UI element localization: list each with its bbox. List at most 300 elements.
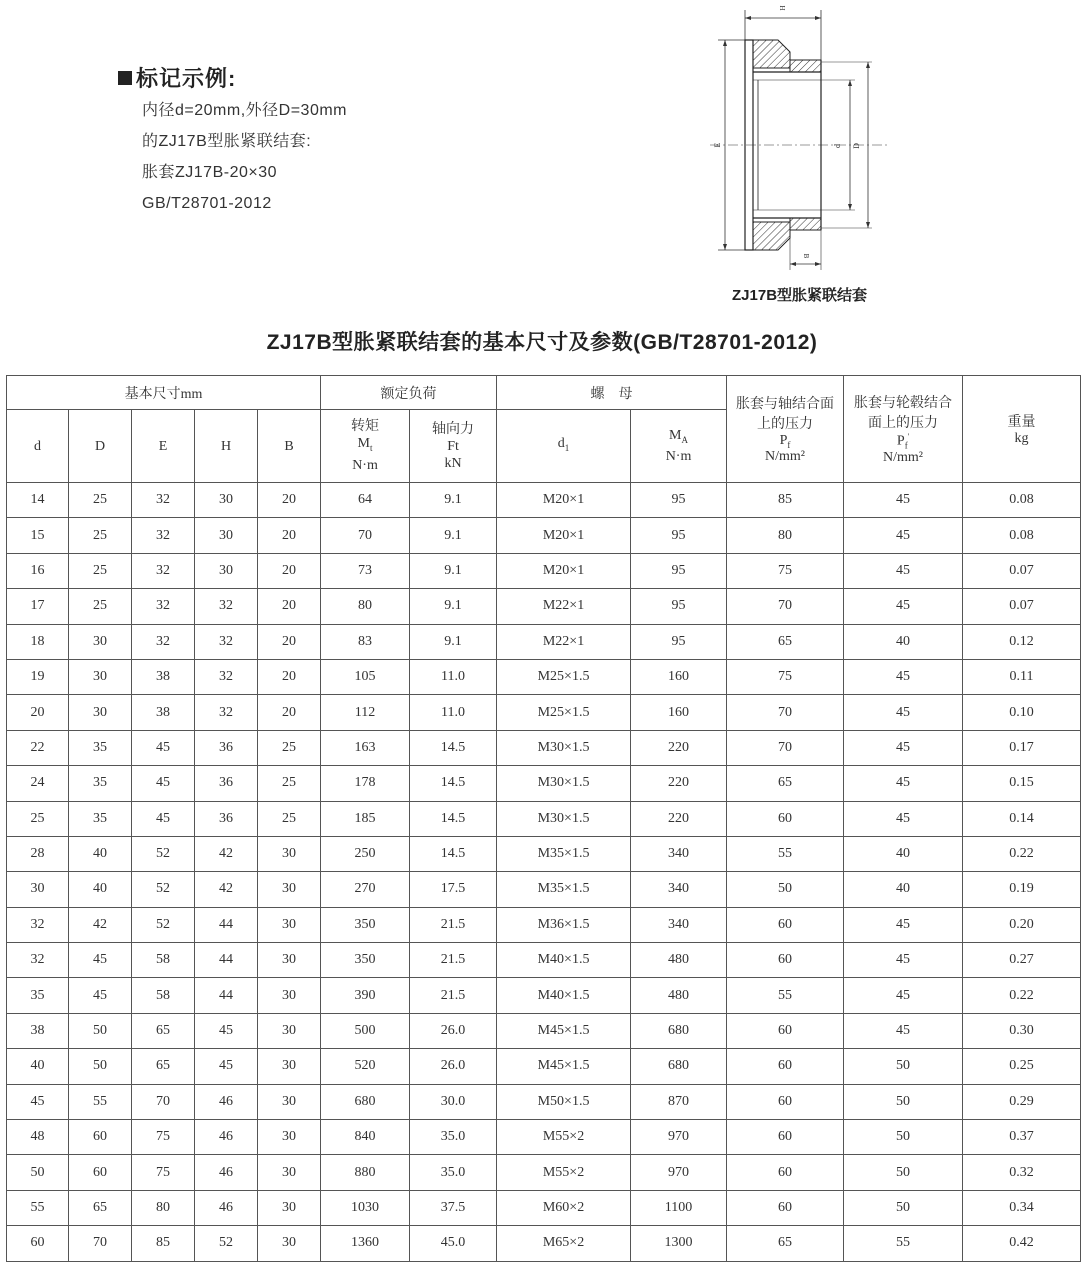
table-row [7, 624, 1081, 659]
table-cell: 250 [321, 836, 410, 871]
table-cell: M22×1 [497, 589, 631, 624]
table-cell: M45×1.5 [497, 1013, 631, 1048]
table-cell: 60 [727, 1049, 844, 1084]
table-cell: 65 [132, 1049, 195, 1084]
table-cell: 50 [69, 1013, 132, 1048]
header-d: d [7, 410, 69, 483]
table-cell: 55 [727, 836, 844, 871]
table-cell: 28 [7, 836, 69, 871]
table-cell: 18 [7, 624, 69, 659]
table-cell: 0.32 [963, 1155, 1081, 1190]
square-bullet-icon [118, 71, 132, 85]
table-cell: 0.34 [963, 1190, 1081, 1225]
table-cell: 45 [844, 907, 963, 942]
table-cell: 30 [258, 1155, 321, 1190]
table-cell: 9.1 [410, 553, 497, 588]
table-cell: 350 [321, 943, 410, 978]
table-cell: 60 [727, 1190, 844, 1225]
table-cell: 52 [195, 1226, 258, 1261]
table-cell: M30×1.5 [497, 766, 631, 801]
table-cell: 26.0 [410, 1013, 497, 1048]
header-rated-load: 额定负荷 [321, 376, 497, 410]
table-cell: 85 [132, 1226, 195, 1261]
table-cell: 24 [7, 766, 69, 801]
table-cell: 60 [69, 1120, 132, 1155]
table-cell: 75 [727, 659, 844, 694]
table-cell: M30×1.5 [497, 801, 631, 836]
table-cell: 60 [727, 907, 844, 942]
table-cell: 50 [844, 1120, 963, 1155]
table-cell: 80 [727, 518, 844, 553]
table-cell: 14.5 [410, 836, 497, 871]
marking-example-line: 胀套ZJ17B-20×30 [142, 164, 278, 181]
header-torque: 转矩 $M_t$ N·m [321, 410, 410, 483]
header-weight-name: 重量 [1007, 415, 1036, 430]
table-row [7, 766, 1081, 801]
header-shaft-pressure-unit: N/mm² [765, 449, 806, 465]
table-cell: 21.5 [410, 907, 497, 942]
table-cell: 45 [69, 978, 132, 1013]
marking-example-title-text: 标记示例: [136, 66, 237, 91]
table-cell: 340 [631, 907, 727, 942]
table-cell: 0.25 [963, 1049, 1081, 1084]
table-cell: M65×2 [497, 1226, 631, 1261]
table-cell: M22×1 [497, 624, 631, 659]
table-cell: 14.5 [410, 730, 497, 765]
table-cell: M40×1.5 [497, 978, 631, 1013]
table-cell: 340 [631, 872, 727, 907]
table-cell: 42 [69, 907, 132, 942]
table-cell: 0.11 [963, 659, 1081, 694]
table-cell: 42 [195, 836, 258, 871]
table-cell: 95 [631, 483, 727, 518]
header-E: E [132, 410, 195, 483]
table-cell: M36×1.5 [497, 907, 631, 942]
table-cell: 105 [321, 659, 410, 694]
header-hub-pressure-name: 胀套与轮毂结合面上的压力 [854, 395, 953, 431]
table-row [7, 1013, 1081, 1048]
table-cell: 45 [844, 730, 963, 765]
header-hub-pressure-symbol: $P_f'$ [896, 431, 910, 451]
table-cell: 50 [844, 1049, 963, 1084]
table-cell: 17 [7, 589, 69, 624]
table-cell: 45 [844, 659, 963, 694]
table-cell: 9.1 [410, 624, 497, 659]
table-cell: 25 [69, 483, 132, 518]
table-cell: 30.0 [410, 1084, 497, 1119]
table-row [7, 943, 1081, 978]
table-cell: 95 [631, 553, 727, 588]
header-shaft-pressure-symbol: $P_f$ [779, 432, 791, 450]
table-cell: 35 [7, 978, 69, 1013]
table-cell: 65 [727, 624, 844, 659]
table-cell: M60×2 [497, 1190, 631, 1225]
table-cell: 0.19 [963, 872, 1081, 907]
table-cell: 0.37 [963, 1120, 1081, 1155]
dimension-label-E: E [713, 142, 722, 148]
table-cell: 36 [195, 766, 258, 801]
table-cell: 220 [631, 801, 727, 836]
table-cell: 163 [321, 730, 410, 765]
table-cell: 60 [69, 1155, 132, 1190]
table-cell: 880 [321, 1155, 410, 1190]
table-cell: 32 [132, 553, 195, 588]
table-cell: 1360 [321, 1226, 410, 1261]
table-cell: 45 [132, 766, 195, 801]
table-cell: 32 [7, 943, 69, 978]
table-cell: 60 [7, 1226, 69, 1261]
table-cell: 45 [132, 730, 195, 765]
table-cell: 16 [7, 553, 69, 588]
table-cell: 64 [321, 483, 410, 518]
table-cell: 45 [844, 1013, 963, 1048]
header-hub-pressure-unit: N/mm² [883, 450, 924, 466]
table-cell: M45×1.5 [497, 1049, 631, 1084]
table-cell: 45 [844, 518, 963, 553]
table-cell: 44 [195, 943, 258, 978]
table-cell: 30 [258, 1120, 321, 1155]
table-cell: 25 [258, 730, 321, 765]
marking-example-lines [118, 95, 347, 219]
table-cell: 480 [631, 943, 727, 978]
table-cell: 45 [844, 801, 963, 836]
table-cell: 970 [631, 1120, 727, 1155]
table-cell: 870 [631, 1084, 727, 1119]
table-cell: 25 [69, 518, 132, 553]
table-cell: 220 [631, 766, 727, 801]
table-cell: M30×1.5 [497, 730, 631, 765]
table-cell: 32 [195, 624, 258, 659]
table-cell: 45 [844, 978, 963, 1013]
table-cell: 32 [195, 589, 258, 624]
table-cell: 0.17 [963, 730, 1081, 765]
table-cell: 112 [321, 695, 410, 730]
table-row [7, 1190, 1081, 1225]
table-cell: 1030 [321, 1190, 410, 1225]
table-cell: 60 [727, 1084, 844, 1119]
table-cell: 45 [69, 943, 132, 978]
table-cell: 60 [727, 801, 844, 836]
table-cell: 40 [844, 872, 963, 907]
table-cell: 75 [727, 553, 844, 588]
table-cell: 0.07 [963, 589, 1081, 624]
table-cell: M20×1 [497, 553, 631, 588]
table-cell: 50 [69, 1049, 132, 1084]
table-cell: 45 [195, 1049, 258, 1084]
table-title: ZJ17B型胀紧联结套的基本尺寸及参数(GB/T28701-2012) [266, 331, 818, 354]
figure-caption: ZJ17B型胀紧联结套 [732, 287, 868, 304]
table-cell: 0.08 [963, 483, 1081, 518]
table-cell: 20 [258, 553, 321, 588]
table-cell: 9.1 [410, 589, 497, 624]
table-cell: 340 [631, 836, 727, 871]
table-row [7, 589, 1081, 624]
table-cell: 38 [7, 1013, 69, 1048]
table-cell: 75 [132, 1155, 195, 1190]
table-cell: 55 [844, 1226, 963, 1261]
table-cell: 48 [7, 1120, 69, 1155]
table-cell: 73 [321, 553, 410, 588]
table-cell: 60 [727, 1155, 844, 1190]
table-cell: 30 [258, 1049, 321, 1084]
table-cell: 25 [69, 589, 132, 624]
table-cell: 30 [69, 695, 132, 730]
table-row [7, 483, 1081, 518]
table-cell: 52 [132, 836, 195, 871]
table-cell: 520 [321, 1049, 410, 1084]
table-cell: 160 [631, 695, 727, 730]
header-weight [963, 376, 1081, 483]
table-cell: 30 [258, 907, 321, 942]
table-cell: 0.12 [963, 624, 1081, 659]
table-cell: 185 [321, 801, 410, 836]
sleeve-cross-section-drawing [700, 0, 900, 280]
table-cell: 65 [727, 766, 844, 801]
table-cell: 46 [195, 1084, 258, 1119]
table-cell: 0.30 [963, 1013, 1081, 1048]
table-cell: M35×1.5 [497, 872, 631, 907]
table-body [7, 483, 1081, 1262]
table-cell: 35 [69, 766, 132, 801]
header-hub-pressure [844, 376, 963, 483]
table-row [7, 1049, 1081, 1084]
table-cell: 40 [69, 872, 132, 907]
spec-table [6, 375, 1081, 1262]
table-cell: 20 [258, 695, 321, 730]
table-cell: 44 [195, 907, 258, 942]
table-cell: 26.0 [410, 1049, 497, 1084]
table-cell: 32 [132, 518, 195, 553]
table-cell: 21.5 [410, 978, 497, 1013]
table-cell: 840 [321, 1120, 410, 1155]
table-cell: 15 [7, 518, 69, 553]
table-cell: 45.0 [410, 1226, 497, 1261]
table-cell: 20 [258, 589, 321, 624]
table-cell: 52 [132, 872, 195, 907]
table-cell: 44 [195, 978, 258, 1013]
table-cell: 83 [321, 624, 410, 659]
marking-example-title [118, 62, 347, 93]
table-cell: 36 [195, 730, 258, 765]
table-cell: 0.27 [963, 943, 1081, 978]
table-cell: 1100 [631, 1190, 727, 1225]
table-cell: 14.5 [410, 801, 497, 836]
table-cell: 270 [321, 872, 410, 907]
table-cell: 65 [69, 1190, 132, 1225]
table-cell: 160 [631, 659, 727, 694]
table-cell: 0.42 [963, 1226, 1081, 1261]
table-row [7, 836, 1081, 871]
table-cell: M25×1.5 [497, 659, 631, 694]
header-weight-unit: kg [1014, 431, 1029, 446]
table-row [7, 1226, 1081, 1261]
table-cell: 55 [69, 1084, 132, 1119]
table-cell: 500 [321, 1013, 410, 1048]
table-cell: M55×2 [497, 1120, 631, 1155]
table-cell: 0.22 [963, 978, 1081, 1013]
table-cell: M40×1.5 [497, 943, 631, 978]
dimension-label-d: d [833, 144, 842, 148]
table-cell: 45 [844, 695, 963, 730]
table-cell: 9.1 [410, 518, 497, 553]
table-cell: 46 [195, 1190, 258, 1225]
table-cell: 52 [132, 907, 195, 942]
table-cell: 35 [69, 801, 132, 836]
table-cell: 70 [69, 1226, 132, 1261]
header-H: H [195, 410, 258, 483]
table-cell: 30 [258, 1190, 321, 1225]
table-cell: 11.0 [410, 659, 497, 694]
table-cell: 50 [7, 1155, 69, 1190]
table-cell: 30 [7, 872, 69, 907]
table-row [7, 801, 1081, 836]
table-cell: 46 [195, 1155, 258, 1190]
table-cell: 30 [69, 624, 132, 659]
table-cell: 30 [195, 518, 258, 553]
table-cell: M20×1 [497, 518, 631, 553]
table-cell: 50 [844, 1155, 963, 1190]
table-cell: 45 [844, 943, 963, 978]
header-nut-d1: $d_1$ [497, 410, 631, 483]
table-cell: 70 [321, 518, 410, 553]
table-cell: 0.15 [963, 766, 1081, 801]
table-cell: 19 [7, 659, 69, 694]
table-row [7, 659, 1081, 694]
table-row [7, 553, 1081, 588]
table-row [7, 730, 1081, 765]
header-shaft-pressure-name: 胀套与轴结合面上的压力 [736, 396, 835, 432]
table-cell: 178 [321, 766, 410, 801]
table-cell: 20 [7, 695, 69, 730]
table-cell: 45 [844, 553, 963, 588]
table-cell: 20 [258, 518, 321, 553]
table-cell: 36 [195, 801, 258, 836]
table-cell: 32 [195, 695, 258, 730]
table-cell: 0.10 [963, 695, 1081, 730]
marking-example [118, 62, 347, 219]
table-row [7, 1120, 1081, 1155]
table-cell: 30 [258, 836, 321, 871]
header-axial-force: 轴向力 Ft kN [410, 410, 497, 483]
table-cell: 60 [727, 1120, 844, 1155]
table-cell: 75 [132, 1120, 195, 1155]
table-cell: 20 [258, 483, 321, 518]
table-cell: 45 [195, 1013, 258, 1048]
table-cell: 58 [132, 943, 195, 978]
table-cell: 45 [844, 589, 963, 624]
table-cell: 30 [195, 553, 258, 588]
table-row [7, 872, 1081, 907]
table-cell: 25 [7, 801, 69, 836]
table-row [7, 695, 1081, 730]
table-cell: 32 [195, 659, 258, 694]
table-cell: 390 [321, 978, 410, 1013]
table-cell: 14.5 [410, 766, 497, 801]
table-cell: 0.29 [963, 1084, 1081, 1119]
table-cell: 42 [195, 872, 258, 907]
table-cell: 17.5 [410, 872, 497, 907]
table-row [7, 978, 1081, 1013]
table-cell: 1300 [631, 1226, 727, 1261]
table-cell: 58 [132, 978, 195, 1013]
table-cell: 95 [631, 518, 727, 553]
table-cell: 55 [7, 1190, 69, 1225]
table-cell: 480 [631, 978, 727, 1013]
table-cell: 680 [321, 1084, 410, 1119]
table-cell: 40 [69, 836, 132, 871]
table-cell: 0.14 [963, 801, 1081, 836]
table-cell: 30 [258, 978, 321, 1013]
table-cell: 50 [844, 1084, 963, 1119]
marking-example-line: 内径d=20mm,外径D=30mm [142, 102, 347, 119]
table-cell: M25×1.5 [497, 695, 631, 730]
table-cell: 25 [258, 766, 321, 801]
table-cell: 22 [7, 730, 69, 765]
table-cell: 70 [727, 589, 844, 624]
dimension-label-D: D [852, 143, 861, 149]
table-cell: 30 [195, 483, 258, 518]
table-cell: 60 [727, 1013, 844, 1048]
table-cell: 30 [258, 1084, 321, 1119]
table-cell: 9.1 [410, 483, 497, 518]
table-cell: 85 [727, 483, 844, 518]
table-cell: M50×1.5 [497, 1084, 631, 1119]
header-shaft-pressure [727, 376, 844, 483]
table-cell: 35.0 [410, 1155, 497, 1190]
table-cell: 40 [7, 1049, 69, 1084]
table-row [7, 1084, 1081, 1119]
table-cell: M35×1.5 [497, 836, 631, 871]
table-cell: 32 [7, 907, 69, 942]
table-cell: 970 [631, 1155, 727, 1190]
table-cell: 20 [258, 624, 321, 659]
table-cell: 21.5 [410, 943, 497, 978]
dimension-label-B: B [802, 253, 810, 259]
table-group-header-row [7, 376, 1081, 410]
table-cell: M20×1 [497, 483, 631, 518]
table-cell: 45 [7, 1084, 69, 1119]
table-cell: 70 [132, 1084, 195, 1119]
table-cell: 32 [132, 589, 195, 624]
table-cell: 14 [7, 483, 69, 518]
table-cell: 30 [258, 1013, 321, 1048]
table-row [7, 907, 1081, 942]
table-cell: 65 [132, 1013, 195, 1048]
table-cell: 65 [727, 1226, 844, 1261]
table-cell: 30 [258, 943, 321, 978]
table-cell: 35.0 [410, 1120, 497, 1155]
dimension-label-H: H [778, 5, 786, 11]
table-row [7, 1155, 1081, 1190]
table-cell: 350 [321, 907, 410, 942]
table-cell: 70 [727, 695, 844, 730]
table-cell: 0.07 [963, 553, 1081, 588]
marking-example-line: GB/T28701-2012 [142, 195, 272, 212]
table-cell: 38 [132, 659, 195, 694]
table-cell: 11.0 [410, 695, 497, 730]
header-nut: 螺 母 [497, 376, 727, 410]
table-cell: 30 [258, 1226, 321, 1261]
table-cell: 20 [258, 659, 321, 694]
table-cell: 37.5 [410, 1190, 497, 1225]
table-cell: 50 [727, 872, 844, 907]
header-D: D [69, 410, 132, 483]
table-cell: 95 [631, 589, 727, 624]
table-cell: 680 [631, 1049, 727, 1084]
table-cell: 45 [132, 801, 195, 836]
table-cell: 70 [727, 730, 844, 765]
table-cell: 40 [844, 624, 963, 659]
